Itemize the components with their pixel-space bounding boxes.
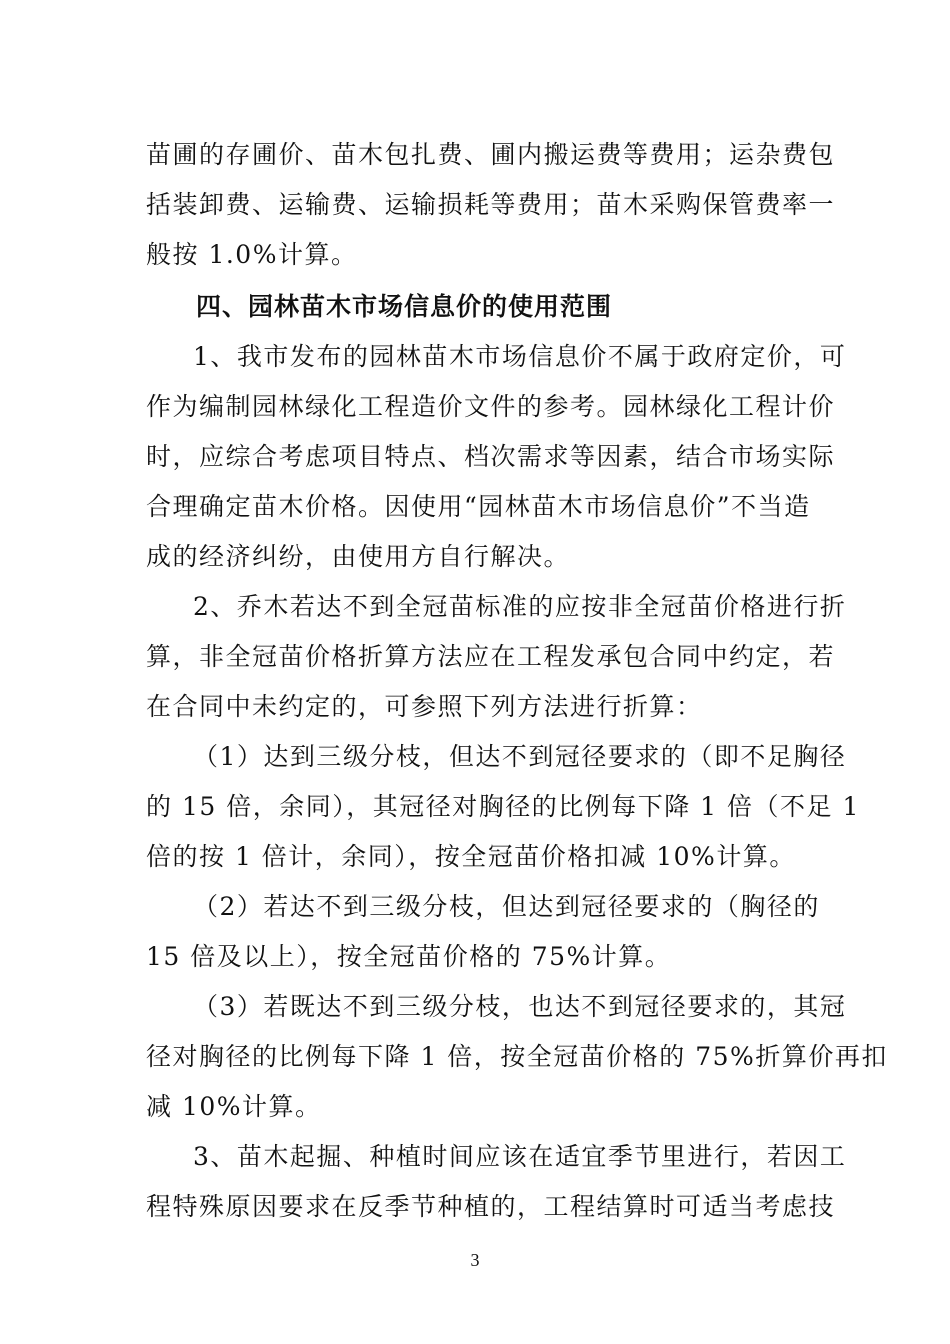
paragraph-line: 3、苗木起掘、种植时间应该在适宜季节里进行，若因工 bbox=[193, 1142, 847, 1171]
paragraph-line: 成的经济纠纷，由使用方自行解决。 bbox=[146, 542, 571, 571]
paragraph-line: 径对胸径的比例每下降 1 倍，按全冠苗价格的 75%折算价再扣 bbox=[146, 1042, 888, 1071]
paragraph-line: 苗圃的存圃价、苗木包扎费、圃内搬运费等费用；运杂费包 bbox=[146, 140, 836, 169]
paragraph-line: 程特殊原因要求在反季节种植的，工程结算时可适当考虑技 bbox=[146, 1192, 836, 1221]
paragraph-line: （2）若达不到三级分枝，但达到冠径要求的（胸径的 bbox=[193, 892, 820, 921]
paragraph-line: 倍的按 1 倍计，余同），按全冠苗价格扣减 10%计算。 bbox=[146, 842, 796, 871]
page-number: 3 bbox=[470, 1250, 480, 1270]
paragraph-line: 时，应综合考虑项目特点、档次需求等因素，结合市场实际 bbox=[146, 442, 836, 471]
paragraph-line: 作为编制园林绿化工程造价文件的参考。园林绿化工程计价 bbox=[146, 392, 836, 421]
paragraph-line: 在合同中未约定的，可参照下列方法进行折算： bbox=[146, 692, 703, 721]
paragraph-line: 合理确定苗木价格。因使用“园林苗木市场信息价”不当造 bbox=[146, 492, 811, 521]
paragraph-line: 15 倍及以上），按全冠苗价格的 75%计算。 bbox=[146, 942, 672, 971]
paragraph-line: 的 15 倍，余同），其冠径对胸径的比例每下降 1 倍（不足 1 bbox=[146, 792, 860, 821]
paragraph-line: （1）达到三级分枝，但达不到冠径要求的（即不足胸径 bbox=[193, 742, 847, 771]
section-heading: 四、园林苗木市场信息价的使用范围 bbox=[196, 292, 613, 321]
paragraph-line: 算，非全冠苗价格折算方法应在工程发承包合同中约定，若 bbox=[146, 642, 836, 671]
paragraph-line: 2、乔木若达不到全冠苗标准的应按非全冠苗价格进行折 bbox=[193, 592, 847, 621]
paragraph-line: 减 10%计算。 bbox=[146, 1092, 322, 1121]
paragraph-line: （3）若既达不到三级分枝，也达不到冠径要求的，其冠 bbox=[193, 992, 847, 1021]
paragraph-line: 般按 1.0%计算。 bbox=[146, 240, 358, 269]
paragraph-line: 1、我市发布的园林苗木市场信息价不属于政府定价，可 bbox=[193, 342, 847, 371]
paragraph-line: 括装卸费、运输费、运输损耗等费用；苗木采购保管费率一 bbox=[146, 190, 836, 219]
